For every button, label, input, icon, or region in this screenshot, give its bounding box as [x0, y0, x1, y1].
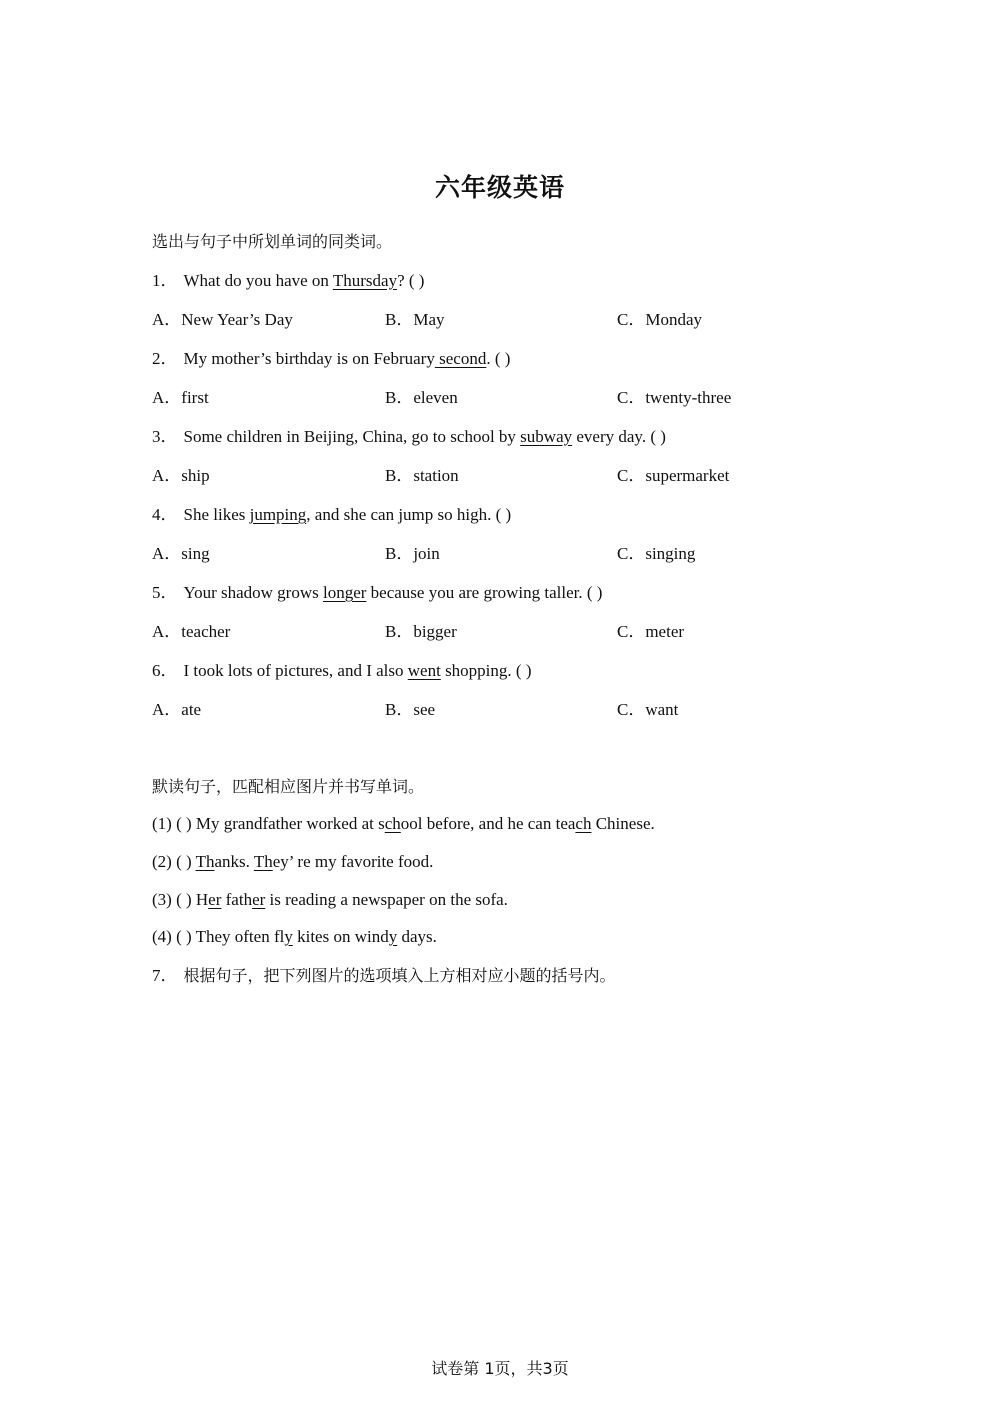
page-title: 六年级英语 [434, 173, 565, 202]
option-a: A．New Year’s Day [152, 310, 293, 329]
match-text: (3) ( ) H [152, 890, 209, 909]
question-text: 根据句子，把下列图片的选项填入上方相对应小题的括号内。 [183, 966, 616, 985]
option-a: A．ship [152, 466, 210, 485]
match-text: kites on wind [292, 927, 389, 946]
match-item-1 [152, 813, 655, 835]
question-text-end: every day. ( ) [572, 427, 666, 446]
section1-instruction: 选出与句子中所划单词的同类词。 [152, 232, 393, 251]
match-text: anks. [214, 852, 254, 871]
question-text: My mother’s birthday is on February [183, 349, 435, 368]
question-2 [152, 348, 510, 370]
question-text-end: shopping. ( ) [440, 661, 532, 680]
match-text: Chinese. [591, 814, 655, 833]
question-text: Your shadow grows [183, 583, 323, 602]
underlined-letters: y [284, 927, 293, 946]
option-c: C．twenty-three [617, 388, 732, 407]
question-text-end: ? ( ) [397, 271, 425, 290]
question-number: 5． [152, 583, 178, 602]
question-6 [152, 660, 531, 682]
match-text: (4) ( ) They often fl [152, 927, 285, 946]
question-number: 6． [152, 661, 178, 680]
question-number: 7． [152, 966, 178, 985]
match-text: (1) ( ) My grandfather worked at s [152, 814, 385, 833]
match-item-2 [152, 851, 433, 873]
option-a: A．ate [152, 700, 202, 719]
question-7 [152, 965, 616, 987]
option-c: C．Monday [617, 310, 702, 329]
match-text: is reading a newspaper on the sofa. [265, 890, 508, 909]
question-number: 3． [152, 427, 178, 446]
underlined-word: second [434, 349, 487, 368]
match-text: ool before, and he can tea [400, 814, 576, 833]
question-4 [152, 504, 511, 526]
question-text: What do you have on [183, 271, 333, 290]
question-text: Some children in Beijing, China, go to school by [183, 427, 521, 446]
question-1 [152, 270, 424, 292]
option-b: B．station [385, 466, 459, 485]
underlined-letters: Th [253, 852, 273, 871]
question-3 [152, 426, 666, 448]
option-c: C．meter [617, 622, 685, 641]
underlined-word: went [407, 661, 441, 680]
option-c: C．supermarket [617, 466, 730, 485]
question-5 [152, 582, 602, 604]
question-1-options [152, 309, 852, 331]
question-number: 4． [152, 505, 178, 524]
option-b: B．eleven [385, 388, 458, 407]
underlined-letters: er [252, 890, 266, 909]
match-item-3 [152, 889, 508, 911]
match-text: ey’ re my favorite food. [272, 852, 434, 871]
underlined-word: longer [322, 583, 367, 602]
question-text: She likes [183, 505, 250, 524]
question-text-end: . ( ) [486, 349, 511, 368]
underlined-word: subway [520, 427, 573, 446]
match-text: (2) ( ) [152, 852, 196, 871]
option-b: B．join [385, 544, 440, 563]
match-item-4 [152, 926, 437, 948]
question-3-options [152, 465, 852, 487]
option-c: C．want [617, 700, 679, 719]
page-footer: 试卷第 1页，共3页 [431, 1359, 569, 1378]
underlined-word: Thursday [332, 271, 398, 290]
question-5-options [152, 621, 852, 643]
question-text: I took lots of pictures, and I also [183, 661, 408, 680]
match-text: fath [221, 890, 253, 909]
underlined-letters: Th [195, 852, 215, 871]
option-b: B．bigger [385, 622, 457, 641]
option-a: A．teacher [152, 622, 231, 641]
underlined-letters: ch [575, 814, 592, 833]
match-text: days. [397, 927, 437, 946]
question-6-options [152, 699, 852, 721]
question-number: 2． [152, 349, 178, 368]
option-b: B．May [385, 310, 445, 329]
option-a: A．first [152, 388, 209, 407]
question-text-end: because you are growing taller. ( ) [366, 583, 603, 602]
question-text-end: , and she can jump so high. ( ) [306, 505, 512, 524]
option-a: A．sing [152, 544, 210, 563]
option-c: C．singing [617, 544, 696, 563]
question-4-options [152, 543, 852, 565]
underlined-word: jumping [249, 505, 307, 524]
underlined-letters: ch [384, 814, 401, 833]
question-2-options [152, 387, 852, 409]
section2-instruction: 默读句子，匹配相应图片并书写单词。 [152, 777, 425, 796]
underlined-letters: y [388, 927, 398, 946]
question-number: 1． [152, 271, 178, 290]
option-b: B．see [385, 700, 436, 719]
underlined-letters: er [208, 890, 222, 909]
